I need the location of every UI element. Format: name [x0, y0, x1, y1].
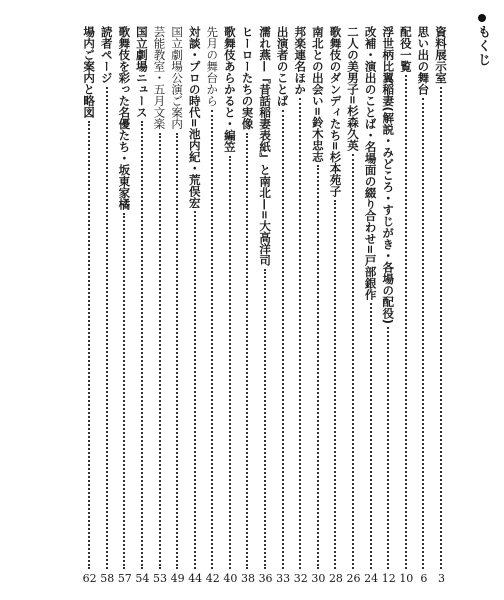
toc-entry-page: 57: [117, 572, 132, 585]
toc-entry-title: 浮世柄比翼稲妻(解説・みどころ・すじがき・各場の配役): [381, 26, 396, 325]
dot-leader: [229, 156, 231, 570]
toc-entry-title: 歌舞伎あらかると・編笠: [222, 26, 237, 153]
toc-entry: [223, 26, 237, 586]
toc-entry-page: 26: [346, 572, 361, 585]
toc-entry-title: 邦楽連名ほか: [293, 26, 308, 95]
dot-leader: [440, 87, 442, 570]
toc-entry-page: 54: [135, 572, 150, 585]
dot-leader: [317, 165, 319, 569]
toc-entry-page: 36: [258, 572, 273, 585]
toc-entry-page: 53: [153, 572, 167, 585]
dot-leader: [88, 121, 90, 569]
toc-entry: [135, 26, 149, 586]
toc-entry-title: 南北との出会い=鈴木忠志: [310, 26, 325, 163]
toc-entry: [117, 26, 131, 586]
toc-entry-title: 出演者のことば: [275, 26, 290, 107]
toc-entry-title: 歌舞伎を彩った名優たち・坂東家橘: [117, 26, 132, 210]
toc-entry-page: 32: [293, 572, 308, 585]
toc-entry-title: 対談・プロの時代=池内紀・荒俣宏: [187, 26, 202, 209]
toc-entry: [188, 26, 202, 586]
toc-entry-title: 先月の舞台から: [205, 26, 220, 107]
toc-entry-page: 62: [82, 572, 97, 585]
toc-entry-page: 10: [399, 572, 414, 585]
toc-entry: [364, 26, 378, 586]
bullet-icon: [478, 14, 486, 22]
dot-leader: [264, 269, 266, 569]
dot-leader: [246, 133, 248, 570]
dot-leader: [141, 121, 143, 569]
dot-leader: [123, 213, 125, 569]
toc-entry: [240, 26, 254, 586]
toc-entry: [205, 26, 219, 586]
toc-entry-page: 40: [223, 572, 238, 585]
dot-leader: [352, 154, 354, 569]
toc-entry-title: 場内ご案内と略図: [82, 26, 97, 118]
toc-entry-title: ヒーローたちの実像: [240, 26, 255, 130]
dot-leader: [370, 303, 372, 569]
toc-entry-page: 3: [438, 572, 445, 585]
toc-entry-page: 38: [240, 572, 255, 585]
dot-leader: [405, 75, 407, 569]
toc-entry-title: 配役一覧: [398, 26, 413, 72]
toc-entry-title: 歌舞伎のダンディたち=杉本苑子: [328, 26, 343, 197]
toc-entry-title: 思い出の舞台: [416, 26, 431, 95]
toc-entry: [100, 26, 114, 586]
toc-entry: [258, 26, 272, 586]
toc-entry: [276, 26, 290, 586]
dot-leader: [194, 211, 196, 569]
toc-list: [82, 26, 448, 586]
dot-leader: [211, 110, 213, 570]
toc-entry-page: 49: [170, 572, 185, 585]
toc-entry-title: 濡れ燕—『昔話稲妻表紙』と南北—=大高洋司: [258, 26, 273, 266]
toc-entry: [153, 26, 167, 586]
dot-leader: [387, 327, 389, 569]
toc-entry-title: 改補・演出のことば・名場面の綴り合わせ=戸部銀作: [363, 26, 378, 301]
dot-leader: [176, 133, 178, 570]
toc-entry-page: 6: [420, 572, 428, 585]
toc-entry-page: 42: [205, 572, 220, 585]
toc-entry-title: 読者ページ: [99, 26, 114, 84]
toc-entry: [434, 26, 448, 586]
toc-entry-page: 30: [311, 572, 326, 585]
toc-entry: [293, 26, 307, 586]
dot-leader: [422, 98, 424, 569]
toc-entry: [416, 26, 430, 586]
dot-leader: [106, 87, 108, 570]
toc-entry-page: 44: [188, 572, 203, 585]
toc-entry-title: 国立劇場公演ご案内: [170, 26, 185, 130]
toc-entry: [346, 26, 360, 586]
dot-leader: [299, 98, 301, 569]
toc-entry-title: 芸能教室・五月文楽: [152, 26, 167, 130]
toc-entry-page: 24: [364, 572, 379, 585]
toc-entry: [399, 26, 413, 586]
dot-leader: [334, 200, 336, 569]
toc-entry-title: 二人の美男子=杉森久英: [346, 26, 361, 151]
dot-leader: [282, 110, 284, 570]
toc-entry-page: 58: [100, 572, 115, 585]
toc-entry: [328, 26, 342, 586]
toc-entry-page: 28: [328, 572, 343, 585]
toc-entry-page: 33: [276, 572, 291, 585]
toc-heading-text: もくじ: [475, 25, 490, 67]
dot-leader: [159, 133, 161, 570]
toc-heading: [473, 14, 492, 67]
toc-entry: [311, 26, 325, 586]
toc-entry: [82, 26, 96, 586]
toc-entry: [381, 26, 395, 586]
toc-entry: [170, 26, 184, 586]
toc-entry-title: 資料展示室: [434, 26, 448, 84]
toc-entry-title: 国立劇場ニュース: [134, 26, 149, 118]
toc-entry-page: 12: [381, 572, 396, 585]
